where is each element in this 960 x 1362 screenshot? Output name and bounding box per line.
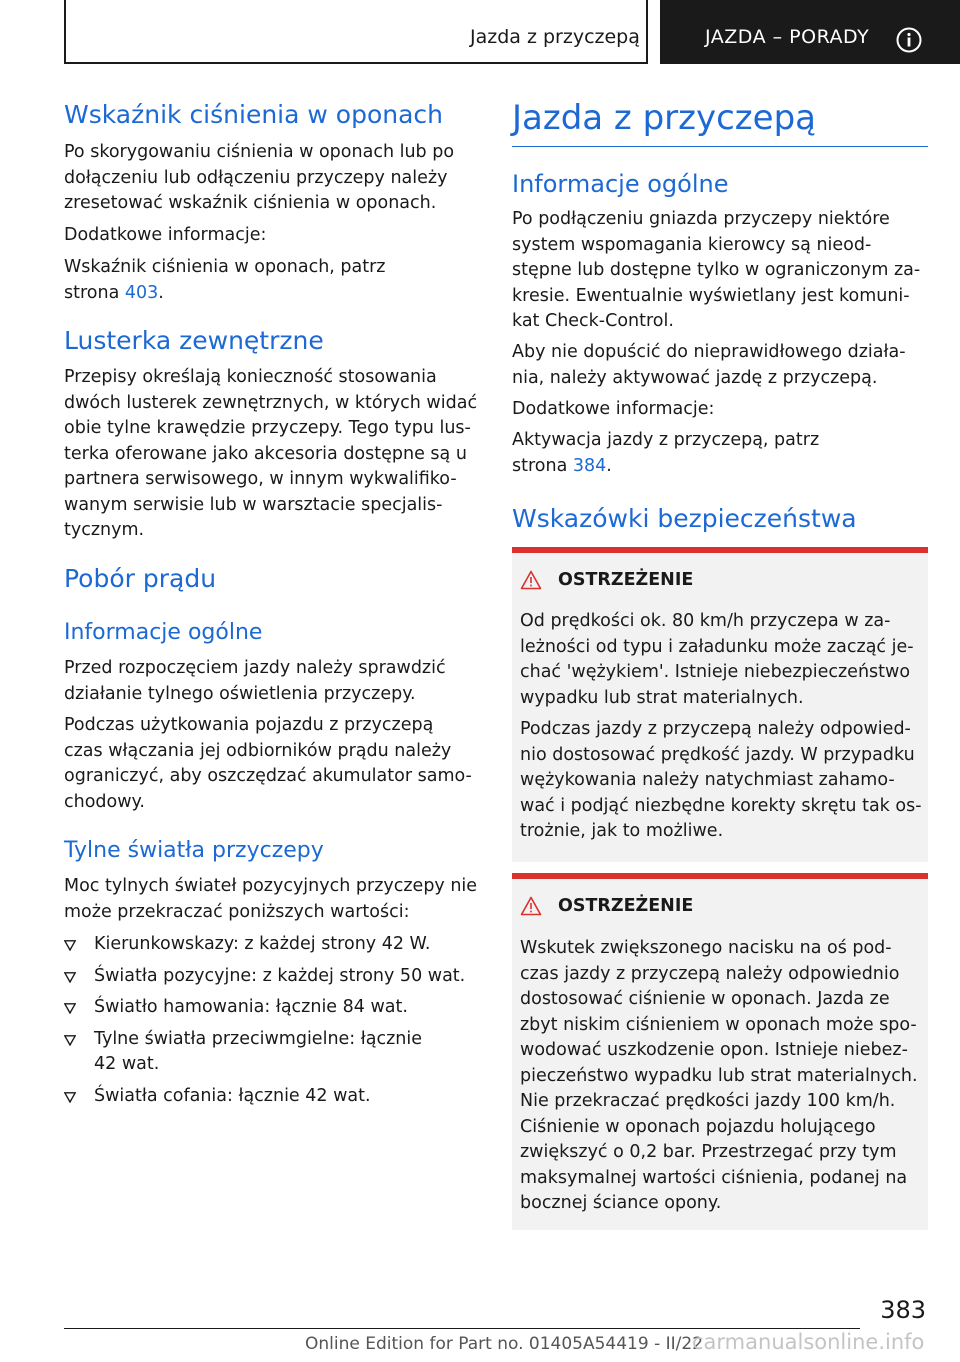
- heading-mirrors: Lusterka zewnętrzne: [64, 326, 324, 355]
- general-more-info: Dodatkowe informacje:: [512, 399, 715, 419]
- tire-indicator-reference: Wskaźnik ciśnienia w oponach, patrz strona 403.: [64, 257, 386, 303]
- info-icon: [896, 27, 922, 53]
- mirrors-para: Przepisy określają konieczność stosowania dwóch lusterek zewnętrznych, w których widać obie tylne krawędzie przyczepy. Tego typu lus- terka oferowane jako akcesoria dostępne są u partnera serwisowego, w innym wykwalifiko- wanym serwisie lub w warsztacie specjalis- tycznym.: [64, 367, 478, 540]
- warning-1-para-2: Podczas jazdy z przyczepą należy odpowied- nio dostosować prędkość jazdy. W przypadku wężykowania należy natychmiast zahamo- wać i podjąć niezbędne korekty skrętu tak os- trożnie, jak to możliwe.: [520, 719, 922, 841]
- title-divider: [512, 146, 928, 147]
- header-section-title: Jazda z przyczepą: [470, 26, 640, 48]
- warning-title: OSTRZEŻENIE: [558, 570, 694, 590]
- heading-power: Pobór prądu: [64, 564, 217, 593]
- page-title: Jazda z przyczepą: [512, 98, 816, 138]
- general-para-2: Aby nie dopuścić do nieprawidłowego działa- nia, należy aktywować jazdę z przyczepą.: [512, 342, 906, 388]
- list-item: Tylne światła przeciwmgielne: łącznie 42 wat.: [64, 1027, 476, 1078]
- triangle-bullet-icon: [64, 972, 76, 983]
- subheading-power-general: Informacje ogólne: [64, 620, 263, 645]
- warning-triangle-icon: [520, 570, 542, 590]
- footer-edition: Online Edition for Part no. 01405A54419 - II/22: [305, 1334, 704, 1354]
- warning-triangle-icon: [520, 896, 542, 916]
- warning-box-1: [512, 547, 928, 862]
- header-chapter-title: JAZDA – PORADY: [705, 26, 870, 48]
- header-chapter-tab: [660, 0, 960, 64]
- watermark-text: carmanualsonline.info: [692, 1330, 925, 1354]
- list-item: Światła pozycyjne: z każdej strony 50 wat.: [64, 964, 476, 990]
- power-para-2: Podczas użytkowania pojazdu z przyczepą czas włączania jej odbiorników prądu należy ograniczyć, aby oszczędzać akumulator samo- chodowy.: [64, 715, 472, 812]
- warning-1-para-1: Od prędkości ok. 80 km/h przyczepa w za- leżności od typu i załadunku może zacząć je- chać 'wężykiem'. Istnieje niebezpieczeństwo wypadku lub strat materialnych.: [520, 611, 914, 708]
- heading-safety: Wskazówki bezpieczeństwa: [512, 504, 857, 533]
- page-link-384[interactable]: 384: [572, 455, 607, 476]
- heading-tire-indicator: Wskaźnik ciśnienia w oponach: [64, 100, 443, 129]
- triangle-bullet-icon: [64, 940, 76, 951]
- tire-indicator-more-info: Dodatkowe informacje:: [64, 225, 267, 245]
- warning-body: [520, 609, 922, 845]
- list-item: Światła cofania: łącznie 42 wat.: [64, 1084, 476, 1110]
- warning-2-para: Wskutek zwiększonego nacisku na oś pod- czas jazdy z przyczepą należy odpowiednio dostosować ciśnienie w oponach. Jazda ze zbyt niskim ciśnieniem w oponach może spo- wodować uszkodzenie opon. Istnieje niebez- pieczeństwo wypadku lub strat materialnych. Nie przekraczać prędkości jazdy 100 km/h. Ciśnienie w oponach pojazdu holującego zwiększyć o 0,2 bar. Przestrzegać przy tym maksymalnej wartości ciśnienia, podanej na bocznej ściance opony.: [520, 938, 918, 1213]
- page-link-403[interactable]: 403: [124, 282, 159, 303]
- list-item: Kierunkowskazy: z każdej strony 42 W.: [64, 932, 476, 958]
- footer-divider: [64, 1328, 860, 1329]
- subheading-rear-lights: Tylne światła przyczepy: [64, 838, 324, 863]
- rear-lights-para: Moc tylnych świateł pozycyjnych przyczepy nie może przekraczać poniższych wartości:: [64, 876, 478, 922]
- rear-lights-list: [64, 932, 476, 1109]
- list-item: Światło hamowania: łącznie 84 wat.: [64, 995, 476, 1021]
- triangle-bullet-icon: [64, 1003, 76, 1014]
- general-reference: Aktywacja jazdy z przyczepą, patrz strona 384.: [512, 430, 820, 476]
- warning-box-2: [512, 873, 928, 1230]
- tire-indicator-para: Po skorygowaniu ciśnienia w oponach lub po dołączeniu lub odłączeniu przyczepy należy zresetować wskaźnik ciśnienia w oponach.: [64, 142, 455, 213]
- triangle-bullet-icon: [64, 1092, 76, 1103]
- warning-title: OSTRZEŻENIE: [558, 896, 694, 916]
- subheading-general: Informacje ogólne: [512, 170, 729, 198]
- warning-body: [520, 936, 922, 1217]
- power-para-1: Przed rozpoczęciem jazdy należy sprawdzić działanie tylnego oświetlenia przyczepy.: [64, 658, 446, 704]
- general-para-1: Po podłączeniu gniazda przyczepy niektóre system wspomagania kierowcy są nieod- stępne lub dostępne tylko w ograniczonym za- kresie. Ewentualnie wyświetlany jest komuni- kat Check-Control.: [512, 209, 921, 331]
- triangle-bullet-icon: [64, 1035, 76, 1046]
- page-number: 383: [880, 1296, 926, 1324]
